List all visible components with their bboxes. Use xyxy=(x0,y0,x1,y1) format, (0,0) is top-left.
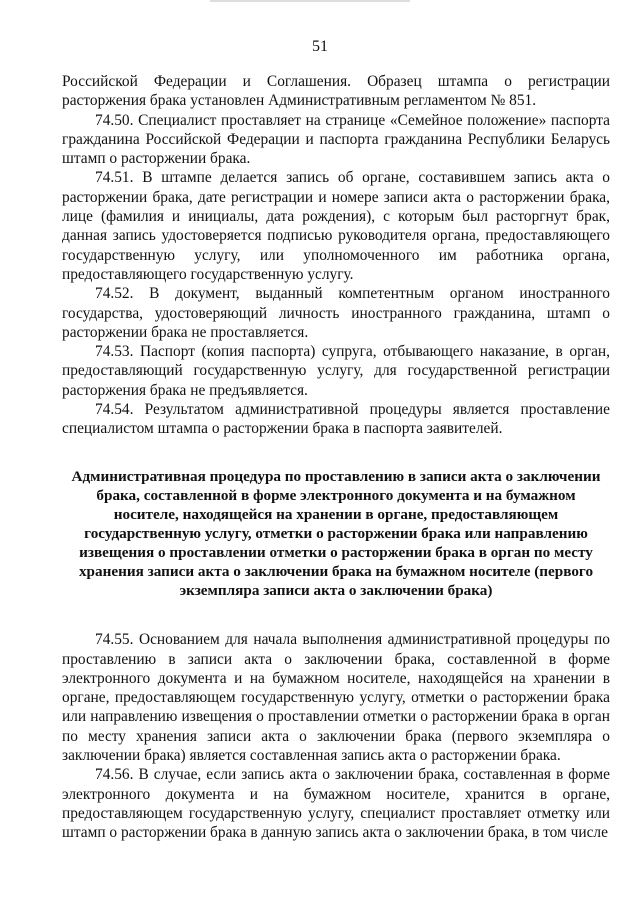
paragraph-74-52: 74.52. В документ, выданный компетентным органом иностранного государства, удостоверяющий личность иностранного гражданина, штамп о расторжении брака не проставляется. xyxy=(62,285,610,341)
paragraph-74-56: 74.56. В случае, если запись акта о заключении брака, составленная в форме электронного документа и на бумажном носителе, хранится в органе, предоставляющем государственную услугу, специалист проставляет отметку или штамп о расторжении брака в данную запись акта о заключении брака, в том числе xyxy=(62,766,610,842)
scan-edge-mark xyxy=(210,0,410,2)
paragraph-74-51: 74.51. В штампе делается запись об органе, составившем запись акта о расторжении брака, дате регистрации и номере записи акта о расторжении брака, лице (фамилия и инициалы, дата рождения), с которым был расторгнут брак, данная запись удостоверяется подписью руководителя органа, предоставляющего государственную услугу, или уполномоченного им работника органа, предоставляющего государственную услугу. xyxy=(62,169,610,283)
paragraph-74-54: 74.54. Результатом административной процедуры является проставление специалистом штампа о расторжении брака в паспорта заявителей. xyxy=(62,401,610,438)
section-heading: Административная процедура по проставлению в записи акта о заключении брака, составленной в форме электронного документа и на бумажном носителе, находящейся на хранении в органе, предоставляющем государственную услугу, отметки о расторжении брака или направлению извещения о проставлении отметки о расторжении брака в орган по месту хранения записи акта о заключении брака на бумажном носителе (первого экземпляра записи акта о заключении брака) xyxy=(71,467,601,600)
paragraph-74-53: 74.53. Паспорт (копия паспорта) супруга, отбывающего наказание, в орган, предоставляющий государственную услугу, для государственной регистрации расторжения брака не предъявляется. xyxy=(62,343,610,399)
document-body xyxy=(62,72,610,843)
paragraph-74-50: 74.50. Специалист проставляет на странице «Семейное положение» паспорта гражданина Российской Федерации и паспорта гражданина Республики Беларусь штамп о расторжении брака. xyxy=(62,111,610,168)
page-number: 51 xyxy=(312,38,328,55)
paragraph-continuation: Российской Федерации и Соглашения. Образец штампа о регистрации расторжения брака установлен Административным регламентом № 851. xyxy=(62,73,610,110)
paragraph-74-55: 74.55. Основанием для начала выполнения административной процедуры по проставлению в записи акта о заключении брака, составленной в форме электронного документа и на бумажном носителе, находящейся на хранении в органе, предоставляющем государственную услугу, отметки о расторжении брака или направлению извещения о проставлении отметки о расторжении брака в орган по месту хранения записи акта о заключении брака (первого экземпляра о заключении брака) является составленная запись акта о расторжении брака. xyxy=(62,631,610,765)
